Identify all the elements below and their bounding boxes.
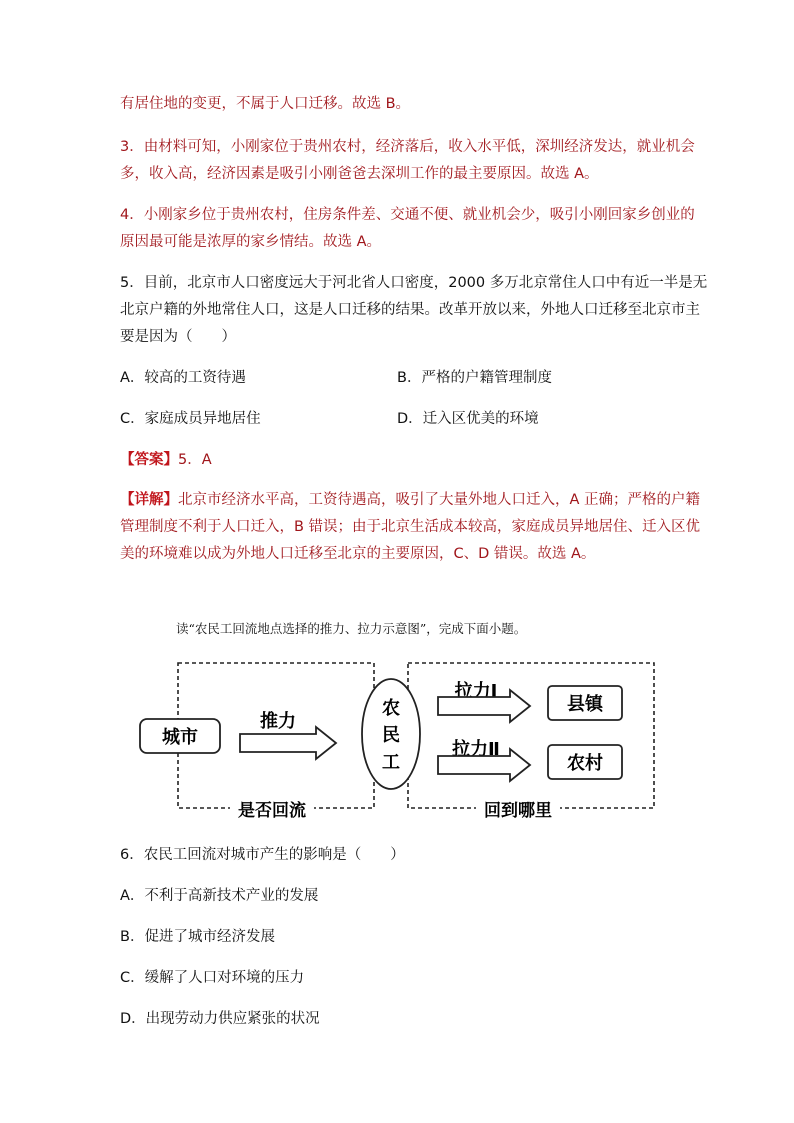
county-label: 县镇 xyxy=(567,694,603,715)
pull2-label: 拉力Ⅱ xyxy=(452,739,500,760)
push-label: 推力 xyxy=(260,711,296,732)
answer-tag: 【答案】 xyxy=(120,452,178,468)
pull1-label: 拉力Ⅰ xyxy=(454,681,498,702)
q3-explanation-line2: 多，收入高，经济因素是吸引小刚爸爸去深圳工作的最主要原因。故选 A。 xyxy=(120,166,599,182)
q5-stem-line2: 北京户籍的外地常住人口，这是人口迁移的结果。改革开放以来，外地人口迁移至北京市主 xyxy=(120,302,700,318)
q5-answer xyxy=(120,450,212,470)
q5-stem-line3: 要是因为（ ） xyxy=(120,329,236,345)
worker-char-3: 工 xyxy=(382,752,400,773)
q5-option-c: C．家庭成员异地居住 xyxy=(120,411,261,427)
q2-explanation-tail: 有居住地的变更，不属于人口迁移。故选 B。 xyxy=(120,96,411,112)
q6-option-c: C．缓解了人口对环境的压力 xyxy=(120,970,305,986)
worker-char-1: 农 xyxy=(382,698,400,719)
detail-text-line1: 北京市经济水平高，工资待遇高，吸引了大量外地人口迁入，A 正确；严格的户籍 xyxy=(178,492,701,508)
q5-detail-line3: 美的环境难以成为外地人口迁移至北京的主要原因，C、D 错误。故选 A。 xyxy=(120,546,596,562)
city-label: 城市 xyxy=(162,727,198,748)
q5-option-b: B．严格的户籍管理制度 xyxy=(397,370,552,386)
q5-option-d: D．迁入区优美的环境 xyxy=(397,411,539,427)
q4-explanation-line2: 原因最可能是浓厚的家乡情结。故选 A。 xyxy=(120,234,382,250)
q5-option-a: A．较高的工资待遇 xyxy=(120,370,246,386)
village-label: 农村 xyxy=(567,753,603,774)
q5-detail-line1 xyxy=(120,490,700,510)
q6-option-d: D．出现劳动力供应紧张的状况 xyxy=(120,1011,320,1027)
q5-stem-line1: 5．目前，北京市人口密度远大于河北省人口密度，2000 多万北京常住人口中有近一半是无 xyxy=(120,275,708,291)
q4-explanation-line1: 4．小刚家乡位于贵州农村，住房条件差、交通不便、就业机会少，吸引小刚回家乡创业的 xyxy=(120,207,695,223)
q3-explanation-line1: 3．由材料可知，小刚家位于贵州农村，经济落后，收入水平低，深圳经济发达，就业机会 xyxy=(120,139,695,155)
figure-caption: 读“农民工回流地点选择的推力、拉力示意图”，完成下面小题。 xyxy=(176,621,527,636)
q6-option-a: A．不利于高新技术产业的发展 xyxy=(120,888,319,904)
q6-stem: 6．农民工回流对城市产生的影响是（ ） xyxy=(120,847,405,863)
right-bottom-label: 回到哪里 xyxy=(484,801,552,821)
push-pull-diagram xyxy=(130,652,660,828)
left-bottom-label: 是否回流 xyxy=(238,801,306,821)
q6-option-b: B．促进了城市经济发展 xyxy=(120,929,275,945)
q5-detail-line2: 管理制度不利于人口迁入，B 错误；由于北京生活成本较高，家庭成员异地居住、迁入区优 xyxy=(120,519,701,535)
worker-char-2: 民 xyxy=(382,725,400,746)
answer-value: 5．A xyxy=(178,452,212,468)
detail-tag: 【详解】 xyxy=(120,492,178,508)
right-dashed-frame xyxy=(408,663,654,808)
